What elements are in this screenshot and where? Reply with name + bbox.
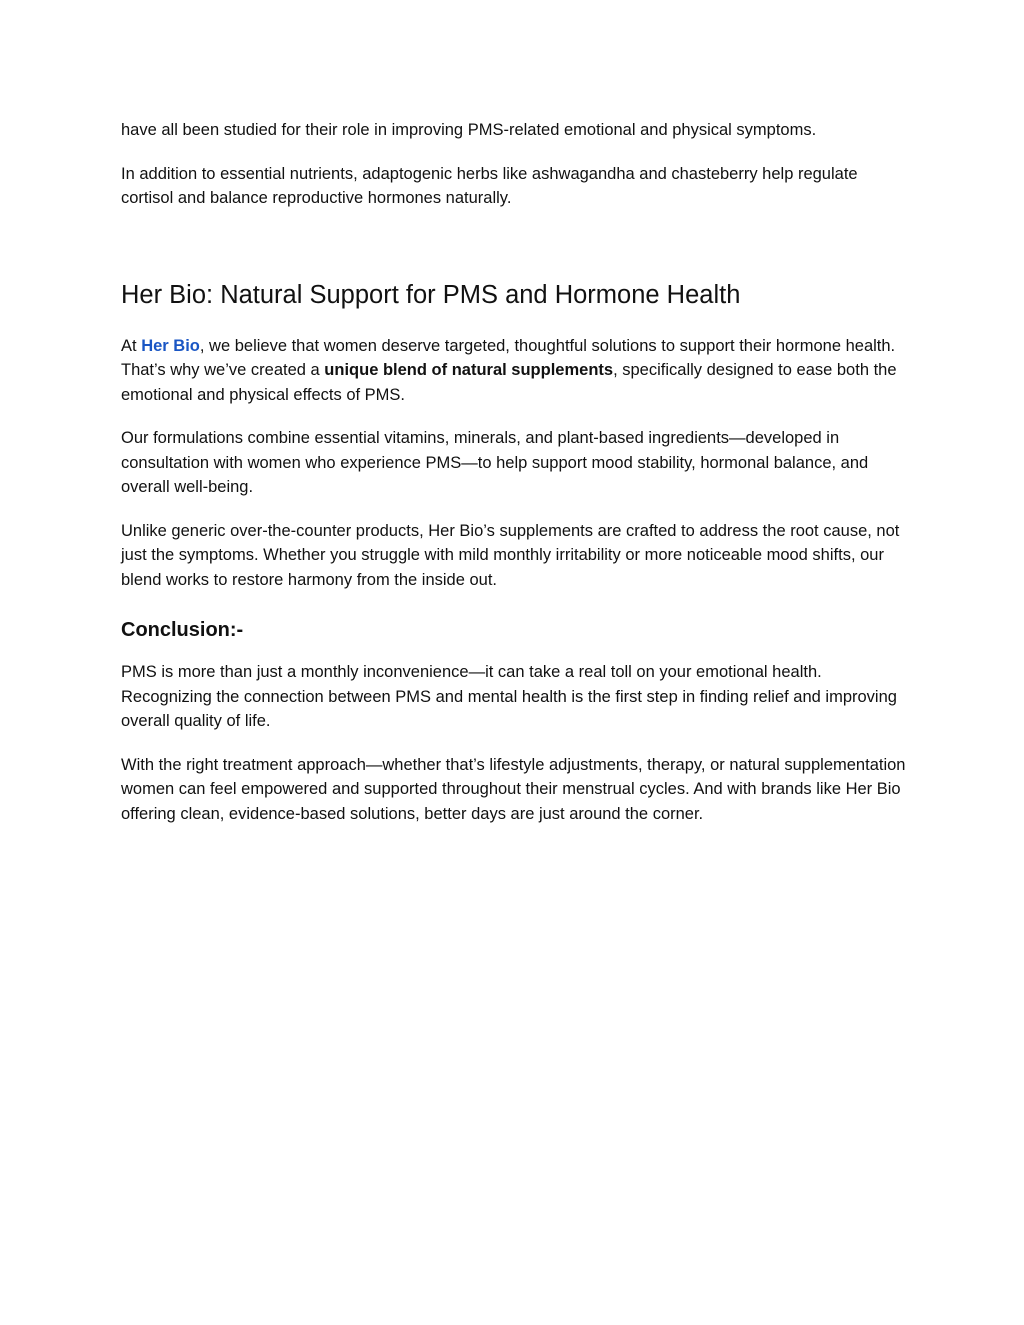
document-page (121, 118, 911, 826)
section-heading: Her Bio: Natural Support for PMS and Hormone Health (121, 280, 741, 309)
formulations-paragraph: Our formulations combine essential vitamins, minerals, and plant-based ingredients—developed in consultation with women who experience PMS—to help support mood stability, hormonal balance, and overall well-being. (121, 429, 869, 496)
her-bio-link[interactable]: Her Bio (141, 336, 200, 355)
herbio-middle-text: , we believe that women deserve targeted, thoughtful solutions to support their hormone health. That’s why we’ve created a (121, 336, 896, 379)
unlike-generic-paragraph: Unlike generic over-the-counter products, Her Bio’s supplements are crafted to address the root cause, not just the symptoms. Whether you struggle with mild monthly irritability or more noticeable mood shifts, our blend works to restore harmony from the inside out. (121, 521, 900, 589)
conclusion-paragraph-2: With the right treatment approach—whether that’s lifestyle adjustments, therapy, or natural supplementation women can feel empowered and supported throughout their menstrual cycles. And with brands like Her Bio offering clean, evidence-based solutions, better days are just around the corner. (121, 755, 906, 823)
conclusion-paragraph-1: PMS is more than just a monthly inconvenience—it can take a real toll on your emotional health. Recognizing the connection between PMS and mental health is the first step in finding relief and improving overall quality of life. (121, 663, 897, 730)
herbio-prefix-text: At (121, 336, 142, 355)
intro-paragraph-continued: have all been studied for their role in improving PMS-related emotional and physical symptoms. (121, 121, 817, 139)
herbio-intro-paragraph (121, 334, 911, 408)
conclusion-heading: Conclusion:- (121, 619, 244, 641)
herbio-suffix-text: , specifically designed to ease both the emotional and physical effects of PMS. (121, 361, 897, 404)
unique-blend-bold-text: unique blend of natural supplements (324, 361, 614, 379)
adaptogenic-herbs-paragraph: In addition to essential nutrients, adaptogenic herbs like ashwagandha and chasteberry help regulate cortisol and balance reproductive hormones naturally. (121, 164, 858, 207)
